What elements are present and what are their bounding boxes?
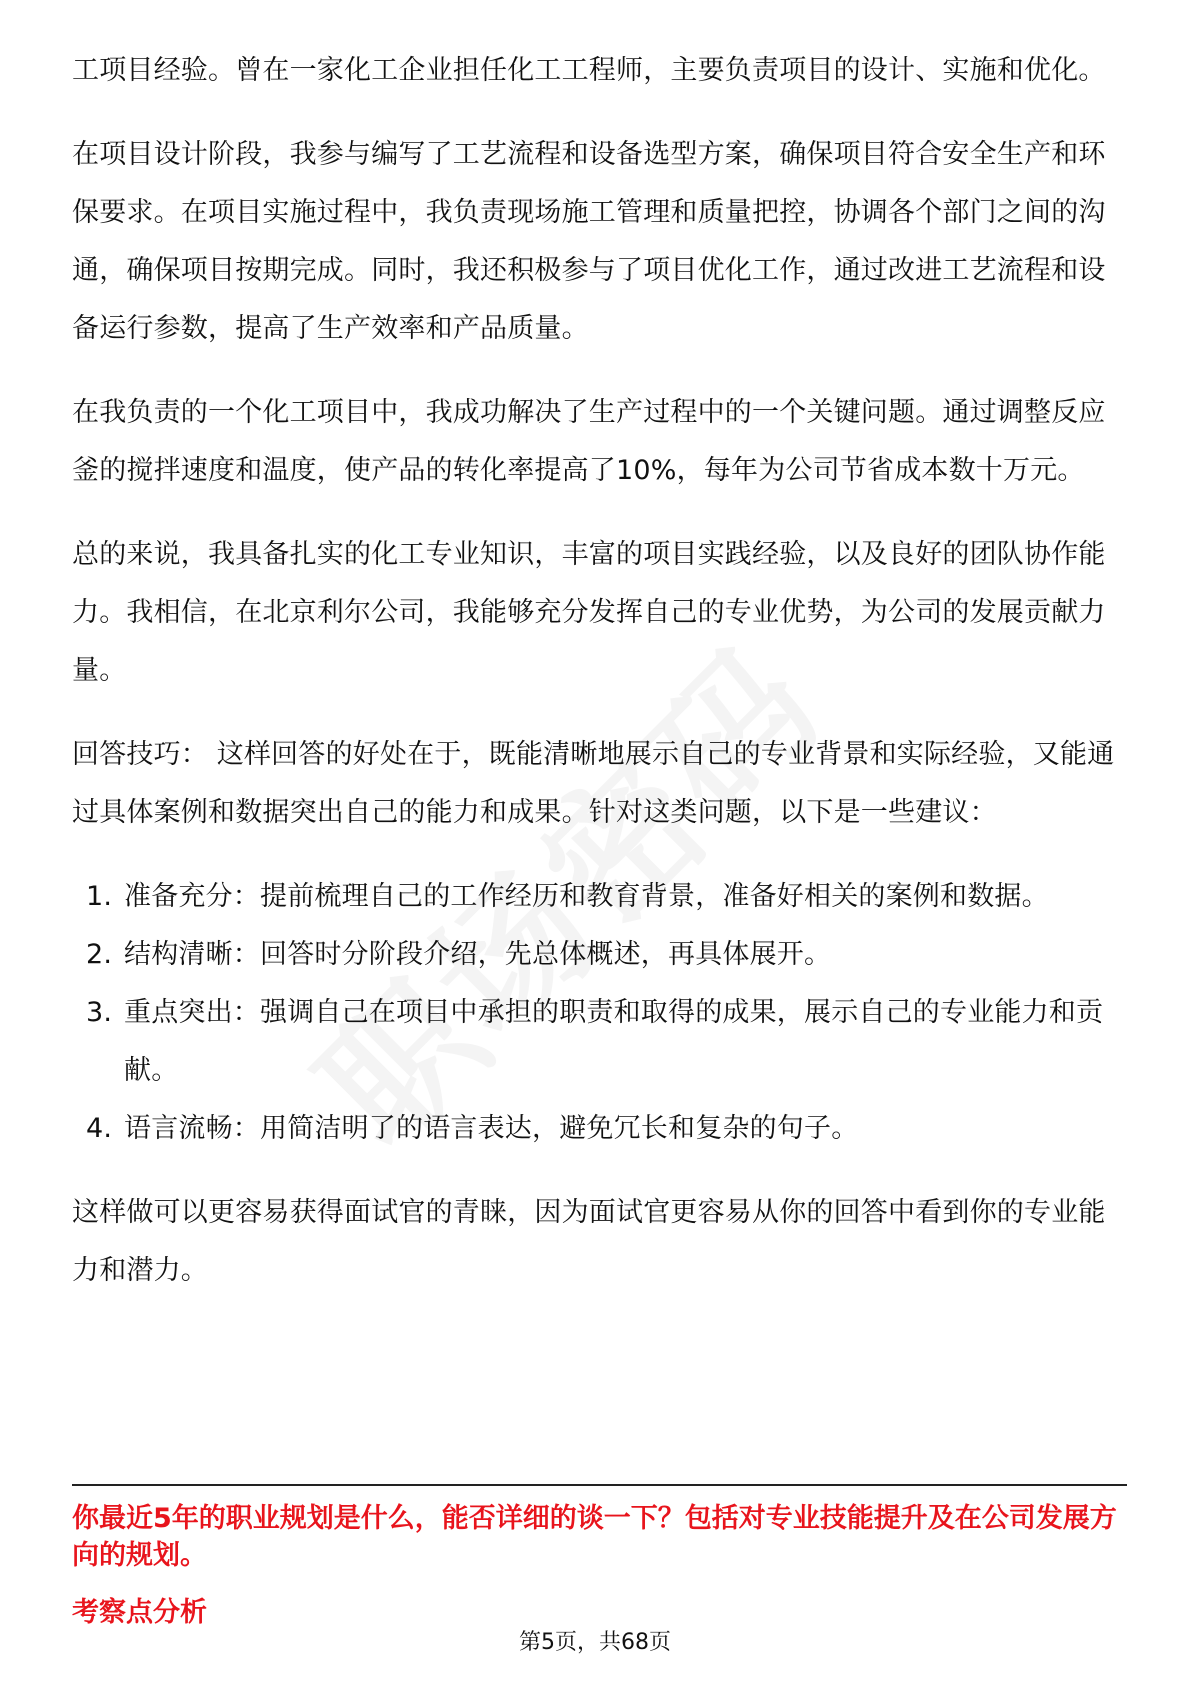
page-number-footer: 第5页，共68页: [519, 1630, 671, 1655]
tips-list: [72, 868, 1127, 1158]
list-item-text: 语言流畅：用简洁明了的语言表达，避免冗长和复杂的句子。: [124, 1113, 859, 1144]
list-item-number: 2.: [86, 939, 113, 970]
list-item-text: 准备充分：提前梳理自己的工作经历和教育背景，准备好相关的案例和数据。: [124, 881, 1049, 912]
analysis-heading: 考察点分析: [72, 1597, 207, 1628]
list-item: [72, 1100, 1127, 1158]
next-question-heading: 你最近5年的职业规划是什么，能否详细的谈一下？包括对专业技能提升及在公司发展方向的规划。: [72, 1503, 1117, 1571]
paragraph-experience-intro: 工项目经验。曾在一家化工企业担任化工工程师，主要负责项目的设计、实施和优化。: [72, 55, 1106, 86]
answer-body: [72, 42, 1127, 1326]
list-item: [72, 926, 1127, 984]
list-item: [72, 984, 1127, 1100]
paragraph-summary: 总的来说，我具备扎实的化工专业知识，丰富的项目实践经验，以及良好的团队协作能力。我相信，在北京利尔公司，我能够充分发挥自己的专业优势，为公司的发展贡献力量。: [72, 539, 1106, 686]
list-item-text: 重点突出：强调自己在项目中承担的职责和取得的成果，展示自己的专业能力和贡献。: [124, 997, 1104, 1086]
paragraph-answer-tips: 回答技巧： 这样回答的好处在于，既能清晰地展示自己的专业背景和实际经验，又能通过具体案例和数据突出自己的能力和成果。针对这类问题，以下是一些建议：: [72, 739, 1115, 828]
section-divider: [72, 1484, 1127, 1486]
list-item-number: 4.: [86, 1113, 113, 1144]
paragraph-key-problem: 在我负责的一个化工项目中，我成功解决了生产过程中的一个关键问题。通过调整反应釜的搅拌速度和温度，使产品的转化率提高了10%，每年为公司节省成本数十万元。: [72, 397, 1106, 486]
list-item: [72, 868, 1127, 926]
list-item-number: 3.: [86, 997, 113, 1028]
list-item-text: 结构清晰：回答时分阶段介绍，先总体概述，再具体展开。: [124, 939, 832, 970]
paragraph-closing: 这样做可以更容易获得面试官的青睐，因为面试官更容易从你的回答中看到你的专业能力和潜力。: [72, 1197, 1106, 1286]
list-item-number: 1.: [86, 881, 113, 912]
paragraph-project-phases: 在项目设计阶段，我参与编写了工艺流程和设备选型方案，确保项目符合安全生产和环保要求。在项目实施过程中，我负责现场施工管理和质量把控，协调各个部门之间的沟通，确保项目按期完成。同时，我还积极参与了项目优化工作，通过改进工艺流程和设备运行参数，提高了生产效率和产品质量。: [72, 139, 1106, 344]
